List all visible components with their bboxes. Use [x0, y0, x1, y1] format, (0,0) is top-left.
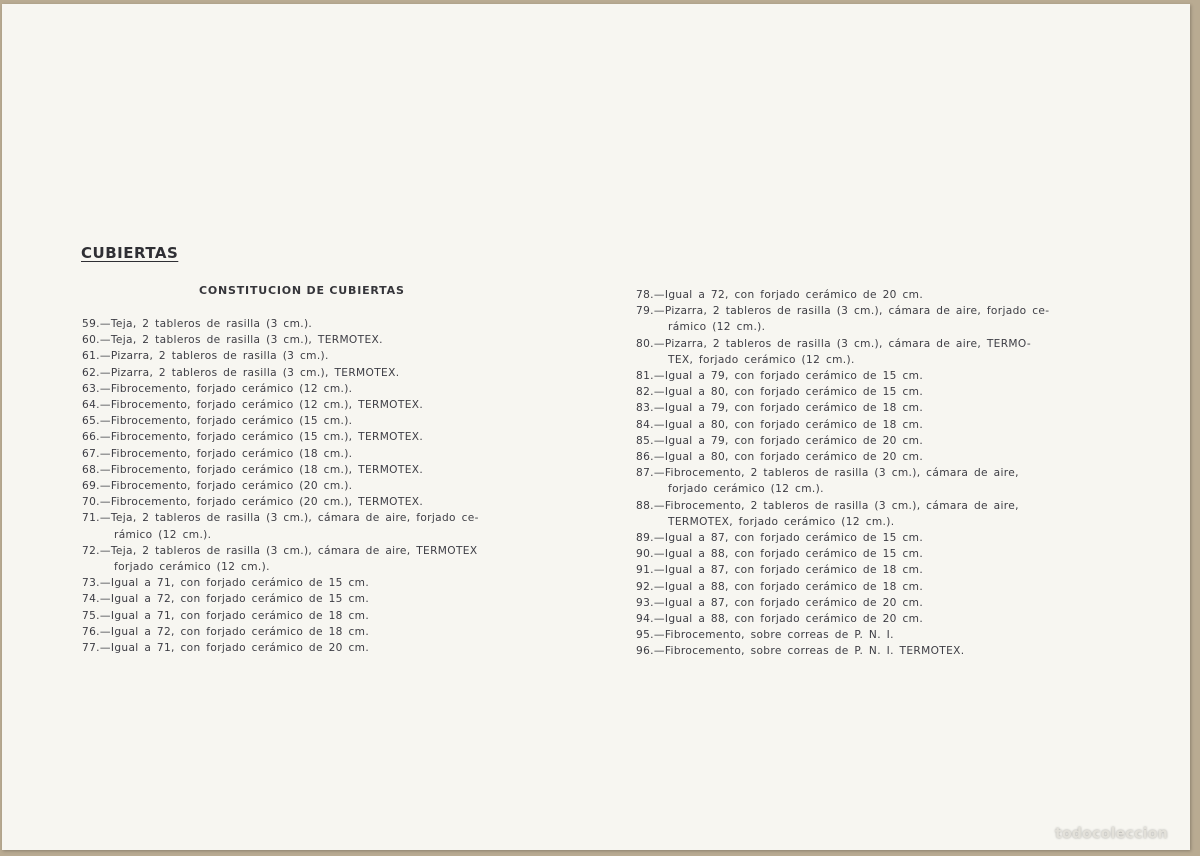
entry-number: 66.	[82, 431, 100, 444]
entry-text: —Fibrocemento, forjado cerámico (20 cm.), TERMOTEX.	[99, 496, 424, 509]
entry-text: —Pizarra, 2 tableros de rasilla (3 cm.), cámara de aire, forjado ce-	[653, 305, 1050, 318]
entry-continuation: rámico (12 cm.).	[114, 528, 212, 541]
entry-number: 60.	[82, 334, 100, 347]
entry-number: 72.	[82, 544, 100, 557]
entry-text: —Teja, 2 tableros de rasilla (3 cm.).	[99, 318, 313, 330]
entry-text: —Pizarra, 2 tableros de rasilla (3 cm.), cámara de aire, TERMO-	[653, 337, 1032, 350]
entry-continuation: forjado cerámico (12 cm.).	[668, 483, 824, 496]
entry-number: 86.	[636, 451, 654, 464]
entry-text: —Igual a 87, con forjado cerámico de 15 cm.	[653, 532, 924, 545]
list-item	[636, 595, 1106, 611]
entry-number: 82.	[636, 386, 654, 399]
section-heading: CUBIERTAS	[81, 244, 179, 262]
list-item	[82, 381, 552, 397]
entry-number: 94.	[636, 613, 654, 626]
entry-number: 63.	[82, 382, 100, 395]
entry-text: —Fibrocemento, forjado cerámico (12 cm.), TERMOTEX.	[99, 399, 424, 412]
entry-number: 73.	[82, 577, 100, 590]
list-item	[636, 417, 1106, 433]
entry-text: —Igual a 72, con forjado cerámico de 18 cm.	[99, 625, 370, 638]
list-item	[636, 465, 1106, 497]
entry-continuation: forjado cerámico (12 cm.).	[114, 561, 270, 574]
entry-text: —Igual a 71, con forjado cerámico de 18 cm.	[99, 609, 370, 622]
entry-number: 77.	[82, 642, 100, 655]
entry-number: 95.	[636, 629, 654, 642]
entry-text: —Fibrocemento, sobre correas de P. N. I.	[653, 629, 894, 642]
list-item	[82, 429, 552, 445]
entry-text: —Igual a 87, con forjado cerámico de 18 cm.	[653, 564, 924, 577]
entry-number: 75.	[82, 609, 100, 622]
entry-number: 64.	[82, 399, 100, 412]
entry-text: —Igual a 88, con forjado cerámico de 15 cm.	[653, 548, 924, 561]
list-item	[636, 336, 1106, 368]
list-item	[636, 303, 1106, 335]
entry-text: —Fibrocemento, sobre correas de P. N. I. TERMOTEX.	[653, 645, 965, 658]
entry-number: 88.	[636, 499, 654, 512]
document-page	[2, 4, 1190, 850]
entry-number: 83.	[636, 402, 654, 415]
entry-text: —Igual a 87, con forjado cerámico de 20 cm.	[653, 596, 924, 609]
entry-text: —Fibrocemento, 2 tableros de rasilla (3 cm.), cámara de aire,	[653, 467, 1019, 480]
list-item	[82, 348, 552, 364]
list-item	[636, 384, 1106, 400]
list-item	[82, 462, 552, 478]
entry-number: 62.	[82, 366, 100, 379]
entry-number: 84.	[636, 418, 654, 431]
list-item	[636, 530, 1106, 546]
entry-text: —Igual a 80, con forjado cerámico de 20 cm.	[653, 451, 924, 464]
list-item	[82, 316, 552, 332]
list-item	[82, 478, 552, 494]
entry-text: —Pizarra, 2 tableros de rasilla (3 cm.), TERMOTEX.	[99, 366, 400, 379]
watermark-text: todocoleccion	[1054, 826, 1168, 842]
entry-text: —Teja, 2 tableros de rasilla (3 cm.), TERMOTEX.	[99, 334, 383, 347]
entry-number: 68.	[82, 463, 100, 476]
entry-number: 93.	[636, 596, 654, 609]
entry-text: —Igual a 80, con forjado cerámico de 15 cm.	[653, 386, 924, 399]
entry-text: —Pizarra, 2 tableros de rasilla (3 cm.).	[99, 350, 329, 363]
list-item	[82, 575, 552, 591]
entries-left-column	[82, 316, 552, 656]
list-item	[636, 611, 1106, 627]
list-item	[82, 365, 552, 381]
entry-text: —Fibrocemento, forjado cerámico (18 cm.).	[99, 447, 353, 460]
entry-number: 78.	[636, 289, 654, 301]
list-item	[636, 579, 1106, 595]
list-item	[82, 543, 552, 575]
list-item	[636, 287, 1106, 303]
list-item	[82, 624, 552, 640]
entry-text: —Igual a 72, con forjado cerámico de 15 cm.	[99, 593, 370, 606]
list-item	[82, 608, 552, 624]
list-item	[82, 640, 552, 656]
entry-number: 76.	[82, 625, 100, 638]
list-item	[82, 397, 552, 413]
list-item	[636, 562, 1106, 578]
entry-number: 59.	[82, 318, 100, 330]
entry-number: 69.	[82, 480, 100, 493]
entry-number: 70.	[82, 496, 100, 509]
entry-text: —Fibrocemento, forjado cerámico (20 cm.).	[99, 480, 353, 493]
list-item	[636, 449, 1106, 465]
entry-number: 87.	[636, 467, 654, 480]
entry-text: —Fibrocemento, 2 tableros de rasilla (3 cm.), cámara de aire,	[653, 499, 1019, 512]
entry-continuation: TEX, forjado cerámico (12 cm.).	[668, 353, 855, 366]
list-item	[636, 498, 1106, 530]
entry-number: 96.	[636, 645, 654, 658]
list-item	[82, 332, 552, 348]
entry-number: 79.	[636, 305, 654, 318]
list-item	[82, 510, 552, 542]
entry-number: 65.	[82, 415, 100, 428]
entry-text: —Igual a 80, con forjado cerámico de 18 cm.	[653, 418, 924, 431]
list-item	[636, 546, 1106, 562]
entry-text: —Igual a 71, con forjado cerámico de 15 cm.	[99, 577, 370, 590]
entry-number: 85.	[636, 434, 654, 447]
entry-text: —Fibrocemento, forjado cerámico (15 cm.), TERMOTEX.	[99, 431, 424, 444]
list-item	[636, 643, 1106, 659]
list-item	[82, 494, 552, 510]
list-item	[636, 368, 1106, 384]
entry-text: —Igual a 79, con forjado cerámico de 18 cm.	[653, 402, 924, 415]
entry-text: —Fibrocemento, forjado cerámico (18 cm.), TERMOTEX.	[99, 463, 424, 476]
list-item	[82, 413, 552, 429]
entry-number: 67.	[82, 447, 100, 460]
entry-number: 92.	[636, 580, 654, 593]
entry-number: 80.	[636, 337, 654, 350]
entry-number: 89.	[636, 532, 654, 545]
entry-text: —Teja, 2 tableros de rasilla (3 cm.), cámara de aire, TERMOTEX	[99, 544, 478, 557]
entry-text: —Igual a 79, con forjado cerámico de 20 cm.	[653, 434, 924, 447]
entry-continuation: TERMOTEX, forjado cerámico (12 cm.).	[668, 515, 895, 528]
entry-number: 90.	[636, 548, 654, 561]
entry-number: 81.	[636, 370, 654, 383]
entry-text: —Fibrocemento, forjado cerámico (12 cm.).	[99, 382, 353, 395]
entry-text: —Teja, 2 tableros de rasilla (3 cm.), cámara de aire, forjado ce-	[99, 512, 479, 525]
list-item	[636, 627, 1106, 643]
entry-text: —Fibrocemento, forjado cerámico (15 cm.).	[99, 415, 353, 428]
entry-text: —Igual a 79, con forjado cerámico de 15 cm.	[653, 370, 924, 383]
list-item	[82, 591, 552, 607]
list-item	[636, 433, 1106, 449]
entry-number: 74.	[82, 593, 100, 606]
entry-text: —Igual a 88, con forjado cerámico de 20 cm.	[653, 613, 924, 626]
section-subheading: CONSTITUCION DE CUBIERTAS	[199, 284, 405, 297]
entry-number: 71.	[82, 512, 100, 525]
entry-continuation: rámico (12 cm.).	[668, 321, 766, 334]
entries-right-column	[636, 287, 1106, 660]
entry-text: —Igual a 88, con forjado cerámico de 18 cm.	[653, 580, 924, 593]
list-item	[636, 400, 1106, 416]
entry-text: —Igual a 71, con forjado cerámico de 20 cm.	[99, 642, 370, 655]
list-item	[82, 446, 552, 462]
entry-number: 91.	[636, 564, 654, 577]
entry-text: —Igual a 72, con forjado cerámico de 20 cm.	[653, 289, 924, 301]
entry-number: 61.	[82, 350, 100, 363]
